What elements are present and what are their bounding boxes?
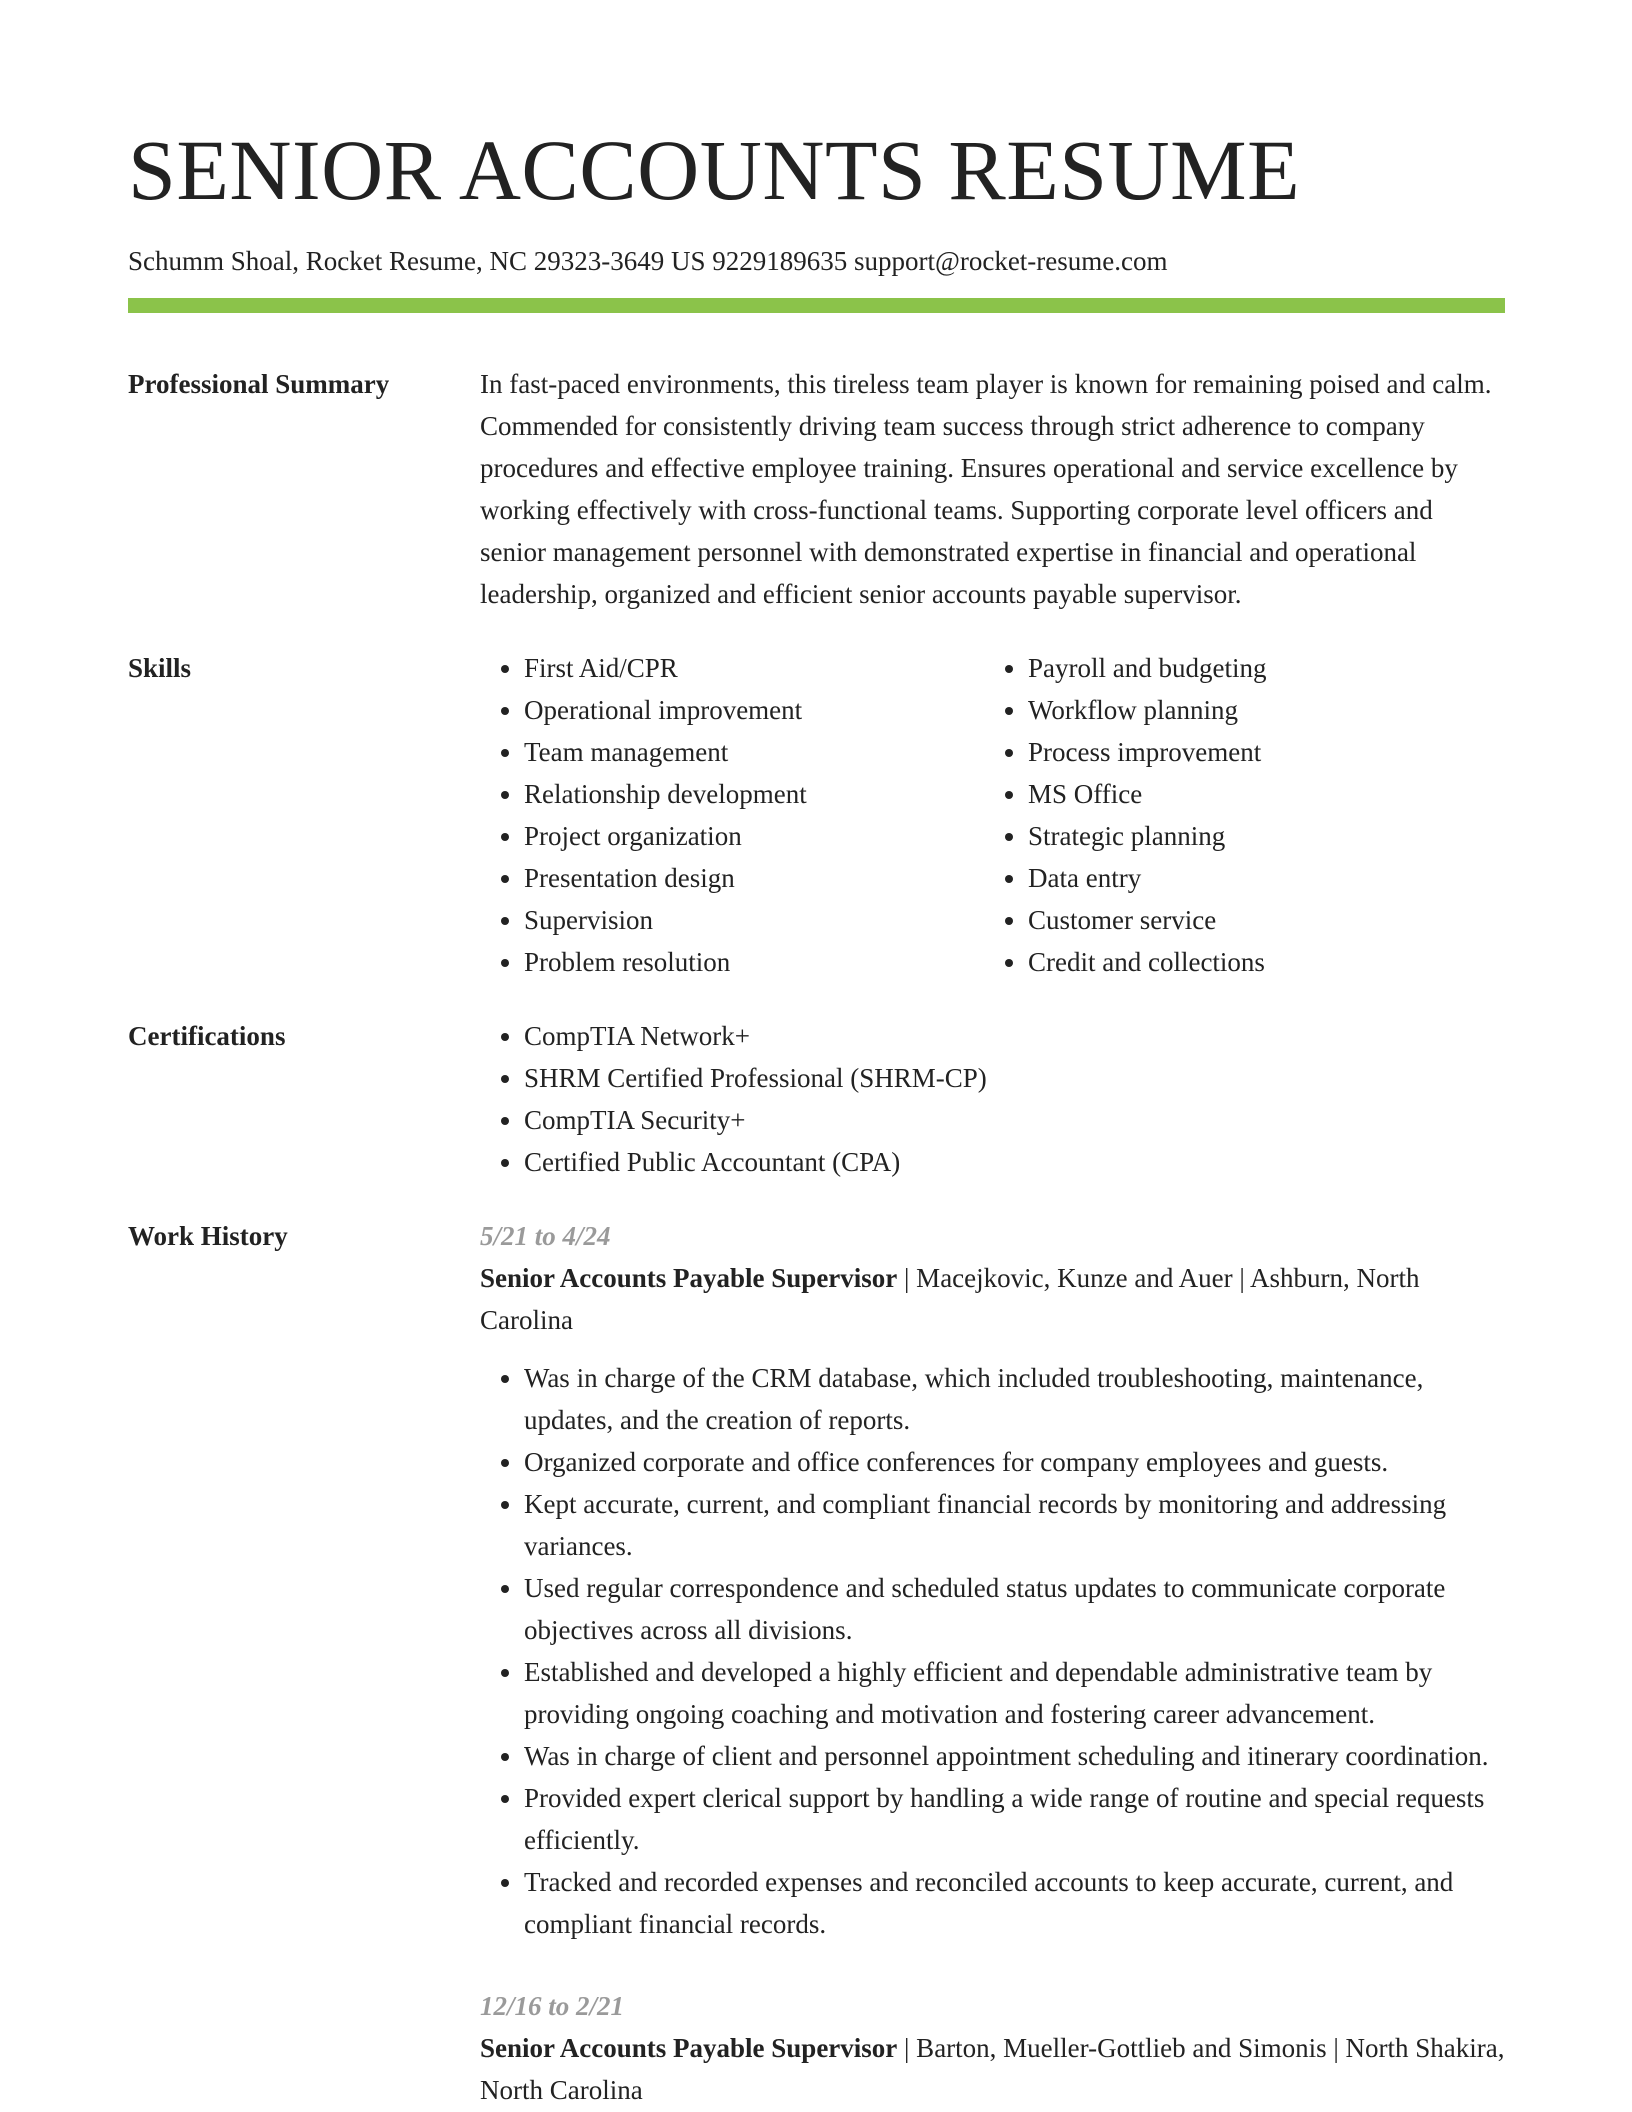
job-bullet: • Was in charge of client and personnel appointment scheduling and itinerary coordination. — [524, 1735, 1505, 1777]
skills-section — [128, 647, 1505, 983]
skill-item: • Process improvement — [1028, 731, 1488, 773]
job-dates: 5/21 to 4/24 — [480, 1221, 611, 1251]
skill-item: • Workflow planning — [1028, 689, 1488, 731]
job-bullet: • Was in charge of the CRM database, which included troubleshooting, maintenance, updates, and the creation of reports. — [524, 1357, 1505, 1441]
skill-item: • MS Office — [1028, 773, 1488, 815]
certification-item: • SHRM Certified Professional (SHRM-CP) — [524, 1057, 1505, 1099]
section-label-work-history: Work History — [128, 1221, 288, 1251]
job-bullet: • Established and developed a highly efficient and dependable administrative team by providing ongoing coaching and motivation and fostering career advancement. — [524, 1651, 1505, 1735]
job-employer-location: | Barton, Mueller-Gottlieb and Simonis | North Shakira, North Carolina — [480, 2033, 1505, 2105]
skill-item: • Problem resolution — [524, 941, 984, 983]
work-history-section — [128, 1215, 1505, 2111]
professional-summary-section — [128, 363, 1505, 615]
skills-column-left — [480, 647, 984, 983]
certification-item: • CompTIA Security+ — [524, 1099, 1505, 1141]
job-bullet: • Kept accurate, current, and compliant financial records by monitoring and addressing variances. — [524, 1483, 1505, 1567]
section-label-skills: Skills — [128, 653, 192, 683]
skills-body — [480, 647, 1505, 983]
certifications-body — [480, 1015, 1505, 1183]
job-bullet: • Tracked and recorded expenses and reconciled accounts to keep accurate, current, and compliant financial records. — [524, 1861, 1505, 1945]
work-history-body — [480, 1215, 1505, 2111]
section-label-summary: Professional Summary — [128, 369, 390, 399]
job-heading — [480, 1257, 1505, 1341]
skill-item: • Relationship development — [524, 773, 984, 815]
job-bullets — [480, 1357, 1505, 1945]
skill-item: • Strategic planning — [1028, 815, 1488, 857]
skill-item: • Data entry — [1028, 857, 1488, 899]
section-label-certifications: Certifications — [128, 1021, 286, 1051]
job-title: Senior Accounts Payable Supervisor — [480, 2033, 898, 2063]
certification-item: • Certified Public Accountant (CPA) — [524, 1141, 1505, 1183]
job-heading — [480, 2027, 1505, 2111]
job-entry — [480, 1215, 1505, 1945]
job-bullet: • Provided expert clerical support by handling a wide range of routine and special requests efficiently. — [524, 1777, 1505, 1861]
header-divider — [128, 298, 1505, 313]
certification-item: • CompTIA Network+ — [524, 1015, 1505, 1057]
skill-item: • First Aid/CPR — [524, 647, 984, 689]
skill-item: • Operational improvement — [524, 689, 984, 731]
skills-column-right — [984, 647, 1488, 983]
skills-grid — [480, 647, 1505, 983]
skill-item: • Team management — [524, 731, 984, 773]
resume-title: SENIOR ACCOUNTS RESUME — [128, 122, 1301, 218]
job-bullet: • Used regular correspondence and scheduled status updates to communicate corporate objectives across all divisions. — [524, 1567, 1505, 1651]
job-bullet: • Organized corporate and office conferences for company employees and guests. — [524, 1441, 1505, 1483]
summary-text: In fast-paced environments, this tireless team player is known for remaining poised and calm. Commended for consistently driving team success through strict adherence to company procedures and effective employee training. Ensures operational and service excellence by working effectively with cross-functional teams. Supporting corporate level officers and senior management personnel with demonstrated expertise in financial and operational leadership, organized and efficient senior accounts payable supervisor. — [480, 369, 1492, 609]
skill-item: • Presentation design — [524, 857, 984, 899]
skill-item: • Payroll and budgeting — [1028, 647, 1488, 689]
contact-info: Schumm Shoal, Rocket Resume, NC 29323-3649 US 9229189635 support@rocket-resume.com — [128, 246, 1168, 276]
resume-page — [128, 0, 1505, 2111]
skill-item: • Supervision — [524, 899, 984, 941]
skill-item: • Credit and collections — [1028, 941, 1488, 983]
skill-item: • Project organization — [524, 815, 984, 857]
job-entry — [480, 1985, 1505, 2111]
certifications-section — [128, 1015, 1505, 1183]
summary-body — [480, 363, 1505, 615]
job-title: Senior Accounts Payable Supervisor — [480, 1263, 898, 1293]
job-employer-location: | Macejkovic, Kunze and Auer | Ashburn, North Carolina — [480, 1263, 1420, 1335]
skill-item: • Customer service — [1028, 899, 1488, 941]
job-dates: 12/16 to 2/21 — [480, 1991, 625, 2021]
